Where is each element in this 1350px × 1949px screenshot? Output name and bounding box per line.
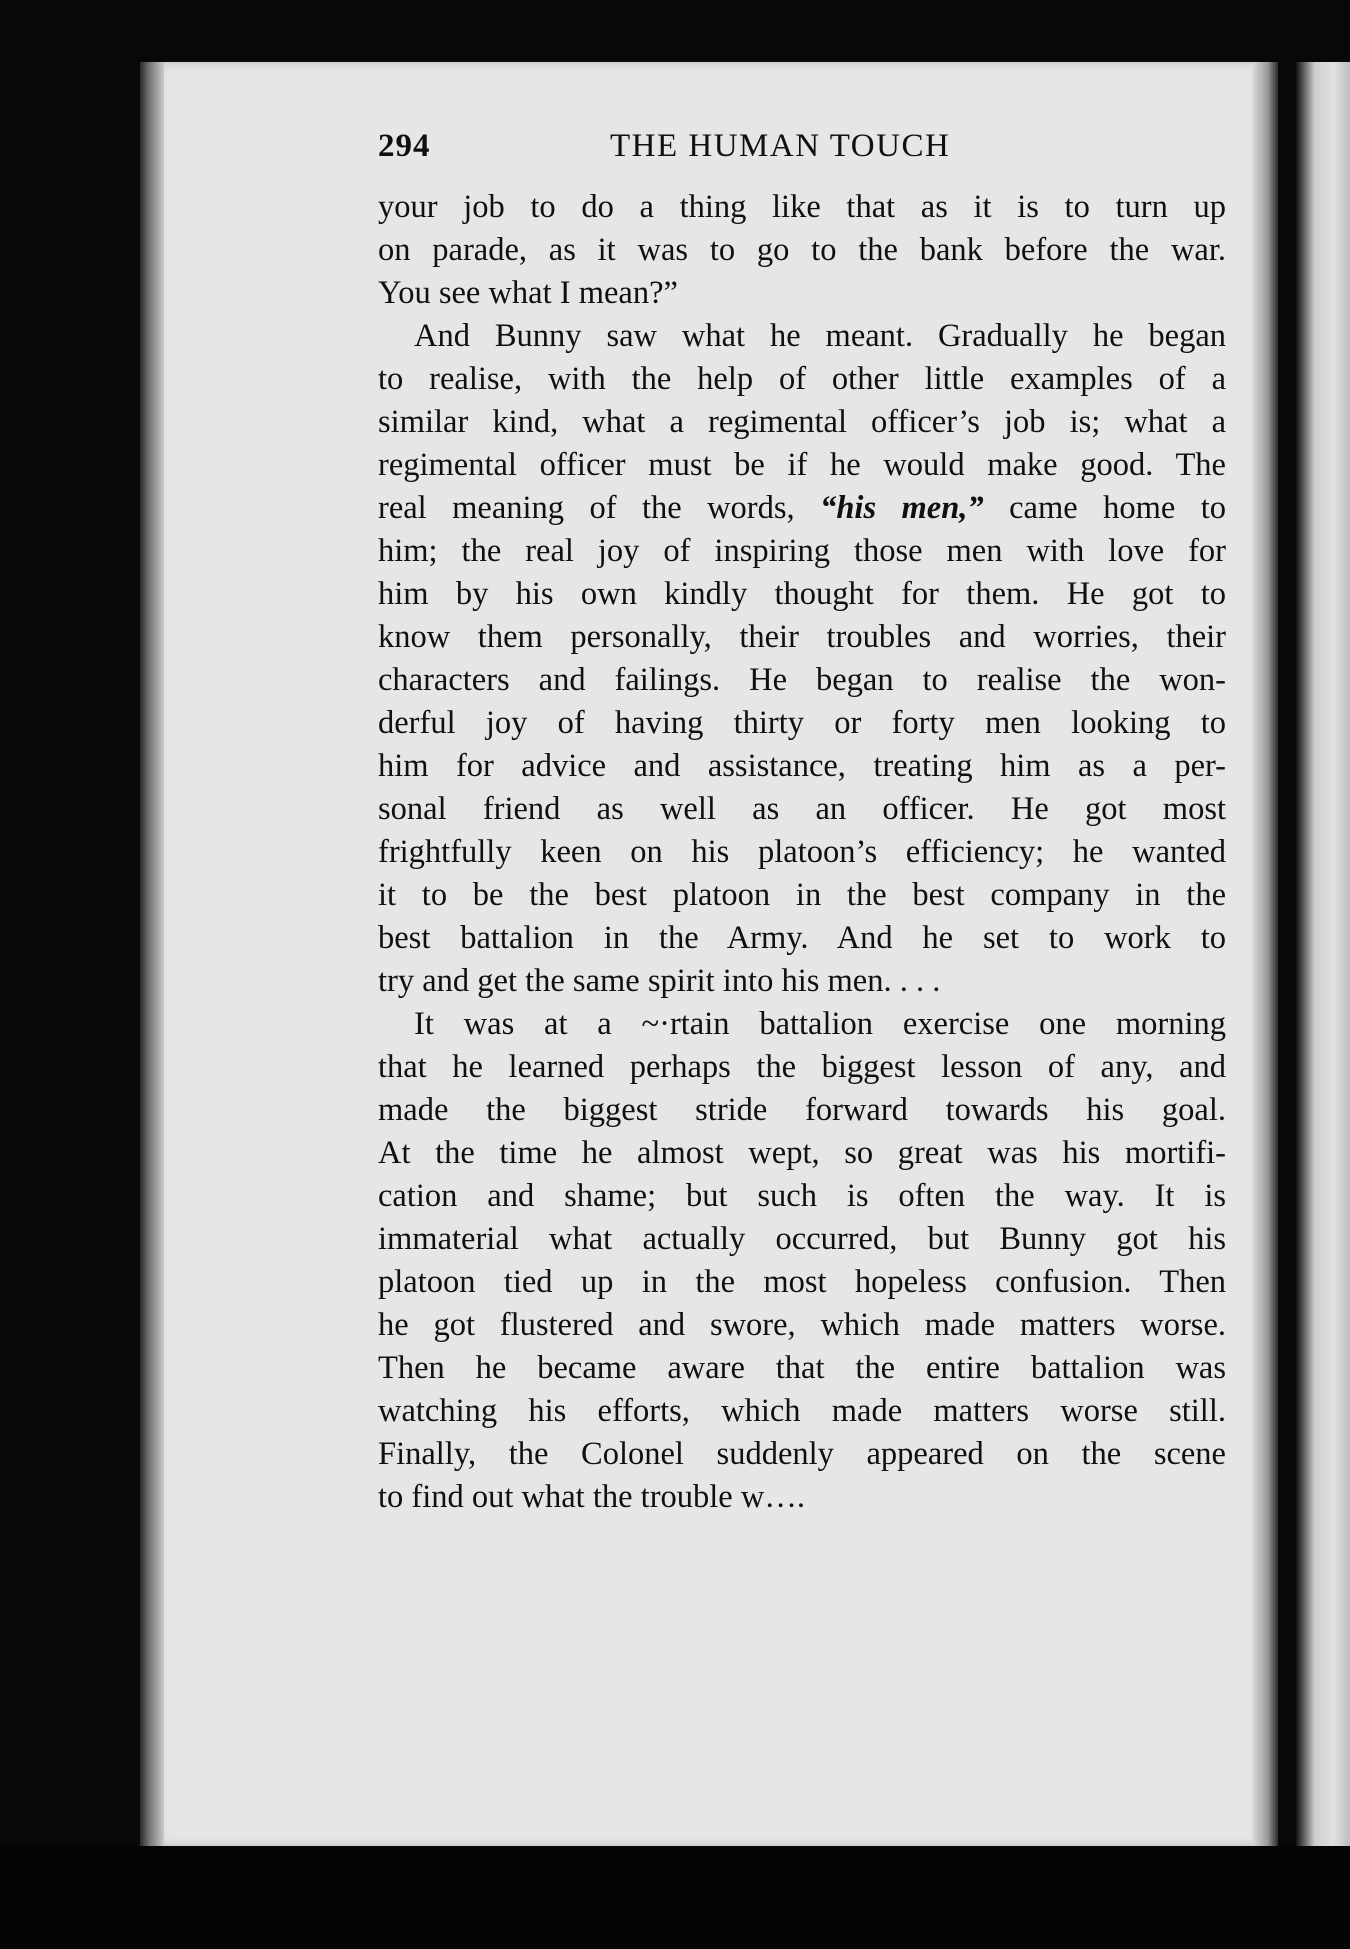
text-line: on parade, as it was to go to the bank before the war. bbox=[378, 232, 1226, 268]
text-line: your job to do a thing like that as it is to turn up bbox=[378, 189, 1226, 225]
text-line: characters and failings. He began to realise the won- bbox=[378, 662, 1226, 698]
running-head bbox=[378, 128, 1226, 186]
text-line: sonal friend as well as an officer. He got most bbox=[378, 791, 1226, 827]
text-line: to realise, with the help of other little examples of a bbox=[378, 361, 1226, 397]
text-line: best battalion in the Army. And he set to work to bbox=[378, 920, 1226, 956]
italic-phrase: “his men,” bbox=[820, 490, 984, 526]
page-gutter-shadow bbox=[140, 62, 164, 1846]
text-line: know them personally, their troubles and worries, their bbox=[378, 619, 1226, 655]
running-title: THE HUMAN TOUCH bbox=[610, 128, 951, 164]
text-line: It was at a ~·rtain battalion exercise one morning bbox=[414, 1006, 1226, 1042]
text-line: try and get the same spirit into his men. . . . bbox=[378, 963, 941, 999]
text-line: it to be the best platoon in the best company in the bbox=[378, 877, 1226, 913]
text-line: Then he became aware that the entire battalion was bbox=[378, 1350, 1226, 1386]
text-line: that he learned perhaps the biggest lesson of any, and bbox=[378, 1049, 1226, 1085]
text-line: Finally, the Colonel suddenly appeared on the scene bbox=[378, 1436, 1226, 1472]
text-line: At the time he almost wept, so great was his mortifi- bbox=[378, 1135, 1226, 1171]
text-line: he got flustered and swore, which made matters worse. bbox=[378, 1307, 1226, 1343]
text-line: You see what I mean?” bbox=[378, 275, 678, 311]
page-number: 294 bbox=[378, 128, 431, 164]
adjacent-page-strip bbox=[1296, 62, 1350, 1846]
text-line: made the biggest stride forward towards his goal. bbox=[378, 1092, 1226, 1128]
text-line: And Bunny saw what he meant. Gradually he began bbox=[414, 318, 1226, 354]
text-line: similar kind, what a regimental officer’s job is; what a bbox=[378, 404, 1226, 440]
text-line: watching his efforts, which made matters worse still. bbox=[378, 1393, 1226, 1429]
text-line: to find out what the trouble w…. bbox=[378, 1479, 805, 1515]
text-line: frightfully keen on his platoon’s efficiency; he wanted bbox=[378, 834, 1226, 870]
scan-bottom-margin bbox=[0, 1846, 1350, 1949]
text-line: regimental officer must be if he would make good. The bbox=[378, 447, 1226, 483]
page-text-block bbox=[378, 128, 1226, 1519]
text-line: him for advice and assistance, treating him as a per- bbox=[378, 748, 1226, 784]
text-line-with-italic bbox=[378, 487, 1226, 530]
text-segment: came home to bbox=[1009, 490, 1226, 526]
text-segment: real meaning of the words, bbox=[378, 490, 795, 526]
text-line: derful joy of having thirty or forty men looking to bbox=[378, 705, 1226, 741]
text-line: platoon tied up in the most hopeless confusion. Then bbox=[378, 1264, 1226, 1300]
page-right-edge bbox=[1252, 62, 1278, 1846]
text-line: him by his own kindly thought for them. He got to bbox=[378, 576, 1226, 612]
text-line: cation and shame; but such is often the way. It is bbox=[378, 1178, 1226, 1214]
text-line: immaterial what actually occurred, but Bunny got his bbox=[378, 1221, 1226, 1257]
text-line: him; the real joy of inspiring those men with love for bbox=[378, 533, 1226, 569]
